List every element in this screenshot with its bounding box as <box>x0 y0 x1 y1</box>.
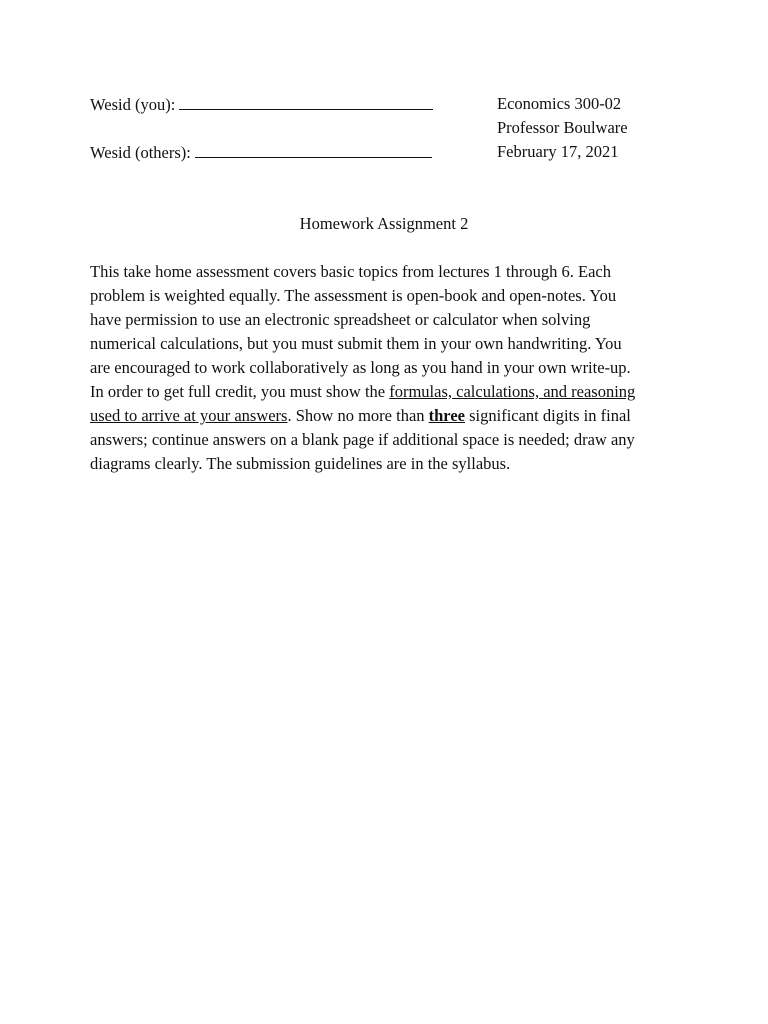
paragraph-line: This take home assessment covers basic topics from lectures 1 through 6. Each <box>90 262 611 281</box>
assignment-title: Homework Assignment 2 <box>299 214 469 233</box>
wesid-you-blank-line <box>179 92 433 110</box>
text-segment: In order to get full credit, you must show the <box>90 382 390 401</box>
paragraph-line: problem is weighted equally. The assessment is open-book and open-notes. You <box>90 286 617 305</box>
instructions-paragraph <box>90 260 680 476</box>
wesid-others-field <box>90 140 432 165</box>
course-info <box>497 92 628 164</box>
professor-name: Professor Boulware <box>497 118 628 137</box>
paragraph-line: answers; continue answers on a blank page if additional space is needed; draw any <box>90 430 635 449</box>
paragraph-line: diagrams clearly. The submission guidelines are in the syllabus. <box>90 454 511 473</box>
text-segment: significant digits in final <box>464 406 631 425</box>
paragraph-line <box>90 404 680 428</box>
text-segment: . Show no more than <box>287 406 429 425</box>
assignment-date: February 17, 2021 <box>497 142 619 161</box>
underlined-requirement-cont: used to arrive at your answers <box>90 406 288 425</box>
paragraph-line <box>90 380 680 404</box>
wesid-others-label: Wesid (others): <box>90 143 191 162</box>
paragraph-line: numerical calculations, but you must submit them in your own handwriting. You <box>90 334 622 353</box>
course-name: Economics 300-02 <box>497 94 622 113</box>
wesid-others-blank-line <box>195 140 432 158</box>
paragraph-line: have permission to use an electronic spreadsheet or calculator when solving <box>90 310 591 329</box>
paragraph-line: are encouraged to work collaboratively as long as you hand in your own write-up. <box>90 358 631 377</box>
underlined-requirement: formulas, calculations, and reasoning <box>389 382 636 401</box>
emphasized-three: three <box>428 406 465 425</box>
wesid-you-field <box>90 92 433 117</box>
wesid-you-label: Wesid (you): <box>90 95 176 114</box>
